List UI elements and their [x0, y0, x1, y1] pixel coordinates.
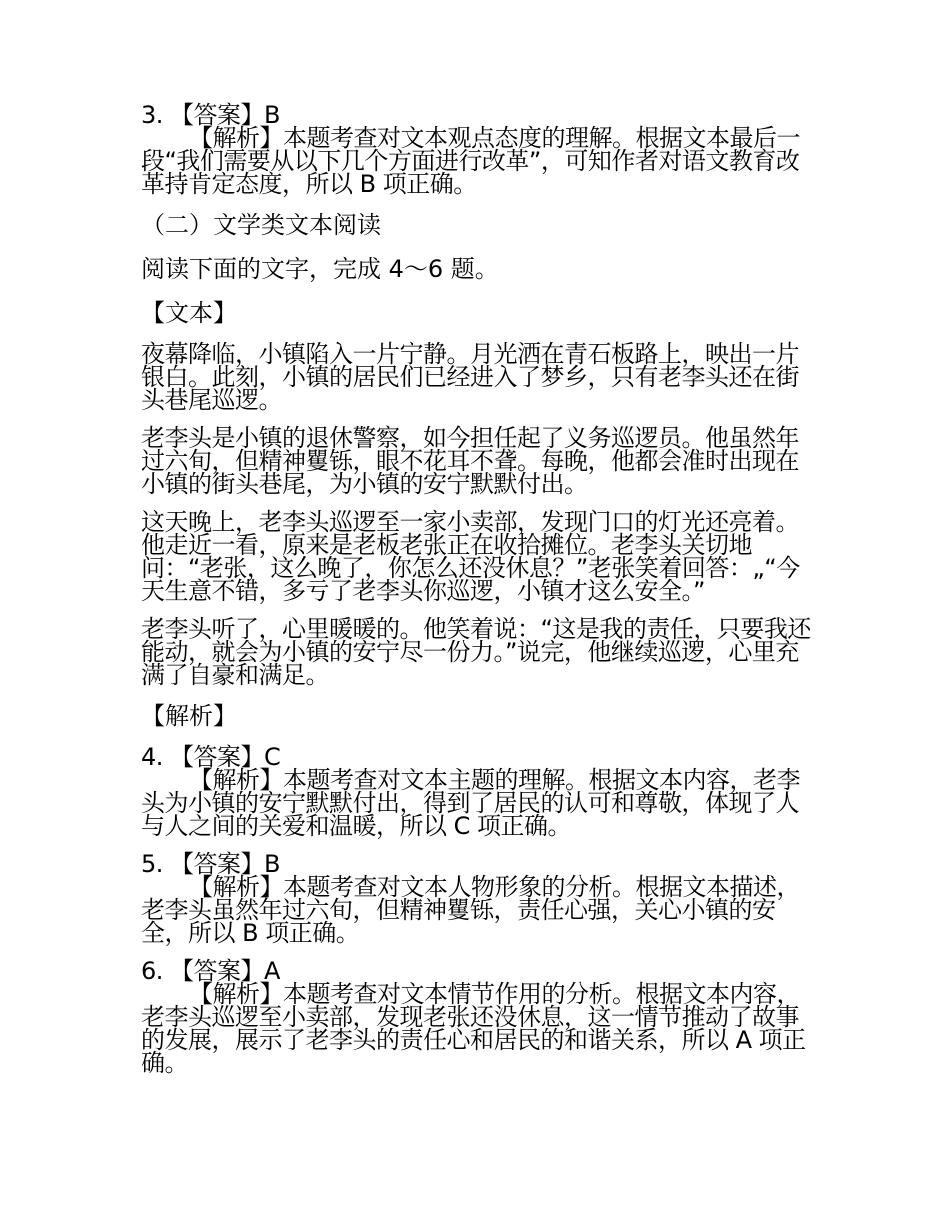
- answer-label: 5. 【答案】B: [141, 850, 280, 878]
- answer-label: 6. 【答案】A: [141, 957, 280, 985]
- answer-item-5: [141, 850, 816, 947]
- document-page: [141, 101, 816, 1090]
- instruction-text: 阅读下面的文字，完成 4～6 题。: [141, 255, 499, 283]
- answer-analysis: 【解析】本题考查对文本人物形象的分析。根据文本描述，老李头虽然年过六旬，但精神矍铄，责任心强，关心小镇的安全，所以 B 项正确。: [141, 873, 800, 947]
- answer-analysis: 【解析】本题考查对文本主题的理解。根据文本内容，老李头为小镇的安宁默默付出，得到了居民的认可和尊敬，体现了人与人之间的关爱和温暖，所以 C 项正确。: [141, 766, 800, 840]
- passage-paragraph: 夜幕降临，小镇陷入一片宁静。月光洒在青石板路上，映出一片银白。此刻，小镇的居民们已经进入了梦乡，只有老李头还在街头巷尾巡逻。: [141, 340, 799, 414]
- passage-paragraph: 这天晚上，老李头巡逻至一家小卖部，发现门口的灯光还亮着。他走近一看，原来是老板老张正在收拾摊位。老李头关切地问：“老张，这么晚了，你怎么还没休息？”老张笑着回答：„“今天生意不错，多亏了老李头你巡逻，小镇才这么安全。”: [141, 508, 800, 605]
- passage-paragraph: 老李头听了，心里暖暖的。他笑着说：“这是我的责任，只要我还能动，就会为小镇的安宁尽一份力。”说完，他继续巡逻，心里充满了自豪和满足。: [141, 615, 811, 689]
- answer-label: 3. 【答案】B: [141, 101, 280, 129]
- answer-item-6: [141, 957, 816, 1077]
- section-title: （二）文学类文本阅读: [141, 211, 381, 239]
- answer-item-4: [141, 743, 816, 840]
- answer-analysis: 【解析】本题考查对文本观点态度的理解。根据文本最后一段“我们需要从以下几个方面进行改革”，可知作者对语文教育改革持肯定态度，所以 B 项正确。: [141, 124, 800, 198]
- passage-paragraph: 老李头是小镇的退休警察，如今担任起了义务巡逻员。他虽然年过六旬，但精神矍铄，眼不花耳不聋。每晚，他都会准时出现在小镇的街头巷尾，为小镇的安宁默默付出。: [141, 424, 799, 498]
- answer-item-3: [141, 101, 816, 198]
- text-heading: 【文本】: [141, 299, 237, 327]
- answer-analysis: 【解析】本题考查对文本情节作用的分析。根据文本内容，老李头巡逻至小卖部，发现老张还没休息，这一情节推动了故事的发展，展示了老李头的责任心和居民的和谐关系，所以 A 项正确。: [141, 980, 806, 1077]
- answer-label: 4. 【答案】C: [141, 743, 281, 771]
- analysis-heading: 【解析】: [141, 702, 237, 730]
